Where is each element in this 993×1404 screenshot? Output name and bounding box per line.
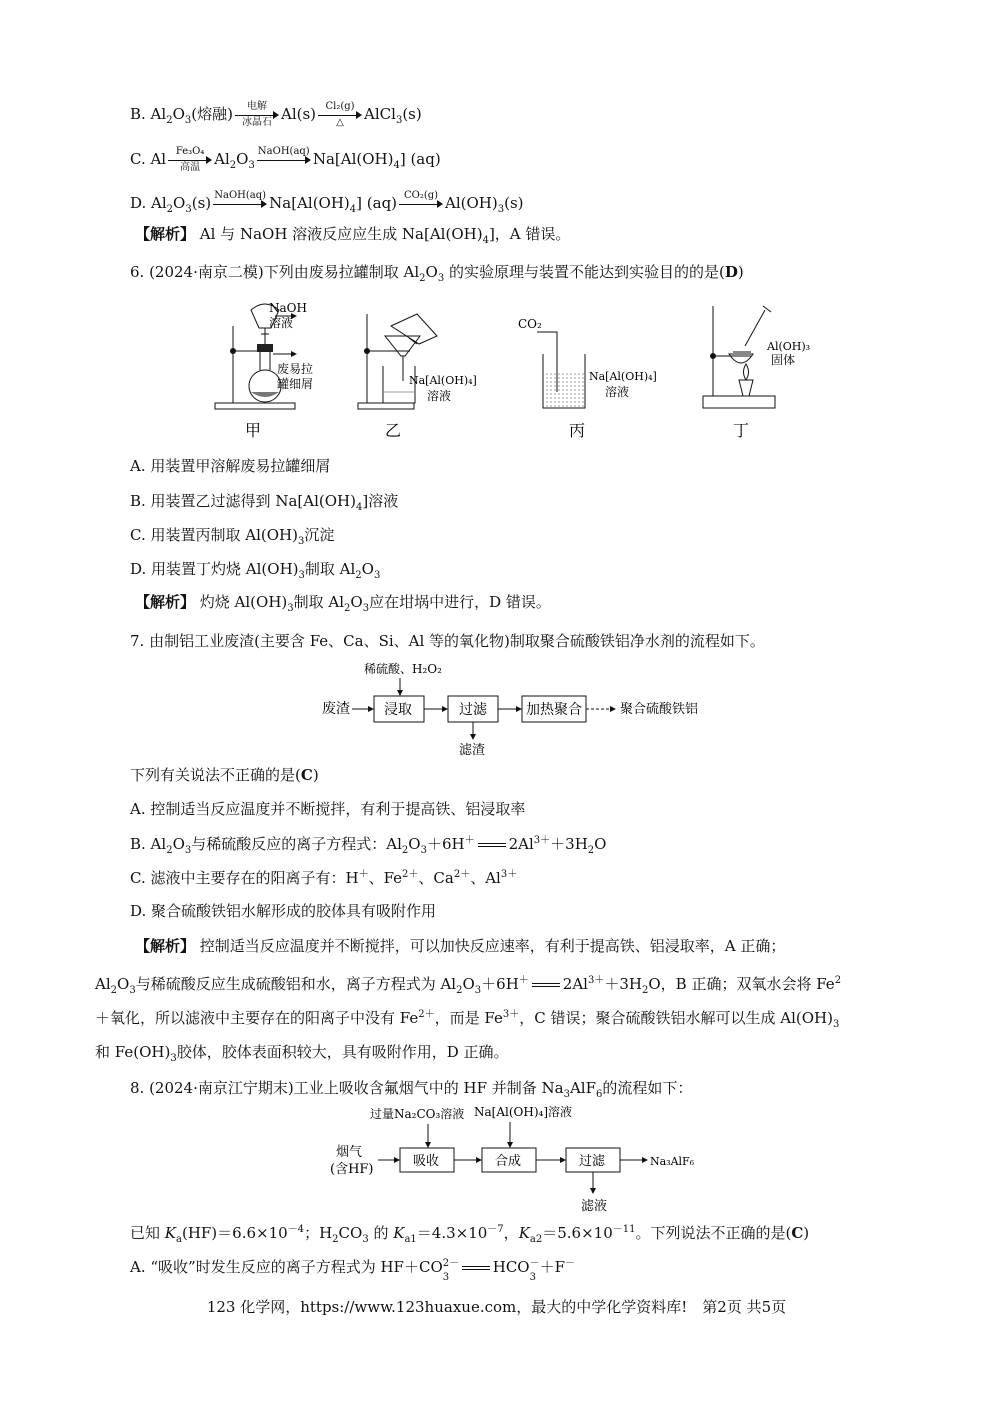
flow-filtrate: 滤液 (581, 1199, 608, 1214)
reaction-arrow: CO₂(g) (399, 193, 443, 215)
solid-label: Al(OH)₃ (767, 340, 811, 353)
solution-label: Na[Al(OH)₄] (409, 374, 477, 387)
flow-input: (含HF) (330, 1162, 374, 1177)
figure-label: 甲 (245, 421, 262, 440)
q7-flowchart (318, 658, 718, 758)
q5-option-d: D. $Al_2O_3(s)$ NaOH(aq) $Na[Al(OH)_4]$ (aq) CO₂(g) $Al(OH)_3(s)$ (130, 190, 524, 215)
apparatus-figure (205, 296, 811, 446)
q7-analysis-line3: ＋氧化，所以滤液中主要存在的阳离子中没有 $Fe^{2+}$，而是 $Fe^{3+}$，C 错误；聚合硫酸铁铝水解可以生成 $Al(OH)_3$ (95, 1009, 840, 1030)
q6-stem: 6. (2024·南京二模)下列由废易拉罐制取 $Al_2O_3$ 的实验原理与装置不能达到实验目的的是(D) (130, 263, 744, 284)
solution-label: 溶液 (605, 385, 630, 399)
q5-analysis: 【解析】 Al 与 NaOH 溶液反应应生成 $Na[Al(OH)_4]$，A 错误。 (135, 225, 571, 246)
page-footer: 123 化学网，https://www.123huaxue.com，最大的中学化学资料库! 第2页 共5页 (206, 1298, 787, 1316)
figure-label: 乙 (385, 421, 402, 440)
flow-reagent: 稀硫酸、H₂O₂ (364, 662, 442, 676)
q7-option-a: A. 控制适当反应温度并不断搅拌，有利于提高铁、铝浸取率 (130, 800, 526, 818)
reaction-arrow: Cl₂(g) △ (318, 104, 362, 126)
flow-box: 浸取 (384, 702, 412, 718)
gas-label: CO₂ (518, 317, 542, 331)
q7-question: 下列有关说法不正确的是(C) (130, 766, 319, 784)
reagent-label: 溶液 (269, 316, 294, 330)
flow-box: 过滤 (459, 702, 487, 718)
q6-option-c: C. 用装置丙制取 $Al(OH)_3$沉淀 (130, 526, 335, 547)
q7-analysis-line4: 和 $Fe(OH)_3$胶体，胶体表面积较大，具有吸附作用，D 正确。 (95, 1043, 509, 1064)
q7-stem: 7. 由制铝工业废渣(主要含 Fe、Ca、Si、Al 等的氧化物)制取聚合硫酸铁铝净水剂的流程如下。 (130, 632, 765, 650)
flow-input: 烟气 (336, 1145, 363, 1160)
q7-analysis-line2: $Al_2O_3$与稀硫酸反应生成硫酸铝和水，离子方程式为 $Al_2O_3+6H^+$ $2Al^{3+}+3H_2O$，B 正确；双氧水会将 Fe$^2$ (95, 975, 842, 996)
reaction-arrow: NaOH(aq) (257, 149, 311, 171)
figure-label: 丁 (733, 421, 750, 440)
flow-box: 合成 (495, 1154, 522, 1169)
q6-option-a: A. 用装置甲溶解废易拉罐细屑 (130, 457, 331, 475)
q6-option-b: B. 用装置乙过滤得到 $Na[Al(OH)_4]$溶液 (130, 492, 399, 513)
solid-label: 固体 (771, 353, 796, 367)
apparatus-jia (215, 301, 313, 440)
q6-option-d: D. 用装置丁灼烧 $Al(OH)_3$制取 $Al_2O_3$ (130, 560, 381, 581)
q7-option-d: D. 聚合硫酸铁铝水解形成的胶体具有吸附作用 (130, 902, 437, 920)
flow-box: 吸收 (413, 1154, 440, 1169)
q7-option-b: B. $Al_2O_3$与稀硫酸反应的离子方程式：$Al_2O_3+6H^+$ $2Al^{3+}+3H_2O$ (130, 835, 607, 856)
flow-box: 加热聚合 (526, 702, 582, 718)
q6-analysis: 【解析】 灼烧 $Al(OH)_3$制取 $Al_2O_3$应在坩埚中进行，D 错误。 (135, 593, 551, 614)
waste-label: 罐细屑 (277, 377, 314, 391)
q8-known: 已知 $K_a(HF)=6.6\times 10^{-4}$；$H_2CO_3$ 的 $K_{a1}=4.3\times 10^{-7}$，$K_{a2}=5.6\times 10^{-11}$。下列说法不正确的是(C) (130, 1224, 810, 1245)
flow-output: 聚合硫酸铁铝 (620, 702, 699, 717)
q8-option-a: A. “吸收”时发生反应的离子方程式为 HF＋CO 2－ 3 HCO － 3 ＋F－ (130, 1258, 576, 1283)
q5-option-b: B. $Al_2O_3$(熔融) 电解 冰晶石 Al(s) Cl₂(g) △ AlCl$_3$(s) (130, 101, 422, 128)
flow-reagent: Na[Al(OH)₄]溶液 (474, 1105, 572, 1119)
waste-label: 废易拉 (277, 362, 314, 376)
flow-residue: 滤渣 (459, 743, 486, 758)
flow-reagent: 过量Na₂CO₃溶液 (370, 1107, 465, 1121)
q5-option-c: C. Al Fe₃O₄ 高温 $Al_2O_3$ NaOH(aq) $Na[Al(OH)_4]$ (aq) (130, 146, 441, 173)
q7-option-c: C. 滤液中主要存在的阳离子有：H＋、$Fe^{2+}$、$Ca^{2+}$、$Al^{3+}$ (130, 869, 518, 887)
flow-output: Na₃AlF₆ (650, 1155, 695, 1168)
reagent-label: NaOH (269, 301, 307, 315)
solution-label: 溶液 (427, 389, 452, 403)
apparatus-yi (358, 314, 477, 440)
q8-stem: 8. (2024·南京江宁期末)工业上吸收含氟烟气中的 HF 并制备 $Na_3AlF_6$的流程如下： (130, 1079, 693, 1100)
apparatus-ding (703, 306, 810, 440)
figure-label: 丙 (569, 421, 586, 440)
reaction-arrow: 电解 冰晶石 (235, 104, 279, 126)
reaction-arrow: Fe₃O₄ 高温 (168, 149, 212, 171)
reaction-arrow: NaOH(aq) (213, 193, 267, 215)
q7-analysis-line1: 【解析】 控制适当反应温度并不断搅拌，可以加快反应速率，有利于提高铁、铝浸取率，A 正确； (135, 937, 786, 955)
flow-box: 过滤 (579, 1154, 606, 1169)
apparatus-bing (518, 317, 657, 440)
solution-label: Na[Al(OH)₄] (589, 370, 657, 383)
flow-input: 废渣 (322, 701, 350, 717)
q8-flowchart (322, 1100, 702, 1218)
